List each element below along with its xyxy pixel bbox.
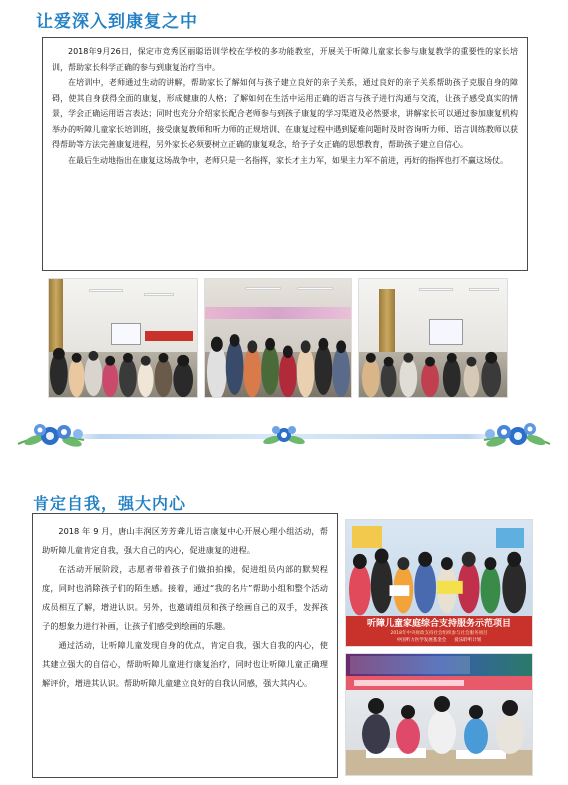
photo-banner-brand: 爱乐聆听计划 [454, 638, 482, 643]
section1-paragraph-2: 在培训中，老师通过生动的讲解，帮助家长了解如何与孩子建立良好的亲子关系，通过良好的亲子关系帮助孩子克服自身的障碍，使其自身获得全面的康复，形成健康的人格；了解如何在生活中运用正确的语言与孩子进行沟通与交流，让孩子感受真实的情景，学会正确运用语言表达；同时也充分介绍家长配合老师参与到孩子康复的学习渠道及必然要求，讲解家长可以通过参加康复机构举办的听障儿童家长培训班，接受康复教师和听力师的正规培训、在康复过程中遇到疑难问题时及时咨询听力师、语言训练教师以获得帮助等方法完善康复进程，另外家长必须要树立正确的康复观念，给予子女正确的思想教育，帮助孩子建立自信心。 [52, 78, 518, 149]
right-flower-cluster-icon [484, 423, 550, 448]
training-photo-2 [204, 278, 352, 398]
section2-title: 肯定自我，强大内心 [33, 494, 187, 513]
flower-divider [14, 418, 554, 456]
section1-article-box [42, 37, 528, 271]
group-banner-photo [345, 519, 533, 647]
photo-banner-sub: 2018年中央财政支持社会组织参与社会服务项目 [390, 631, 488, 636]
center-flower-cluster-icon [262, 426, 305, 446]
section2-paragraph-1: 2018 年 9 月，唐山丰润区芳芳聋儿语言康复中心开展心理小组活动，帮助听障儿童肯定自我，强大自己的内心，促进康复的进程。 [42, 526, 328, 555]
drawing-activity-photo [345, 653, 533, 776]
left-flower-cluster-icon [18, 424, 84, 448]
photo-banner-org: 中国听力医学发展基金会 [396, 638, 447, 643]
section1-title: 让爱深入到康复之中 [36, 12, 198, 32]
section2-paragraph-2: 在活动开展阶段，志愿者带着孩子们做拍拍操，促进组员内部的默契程度，同时也消除孩子们的陌生感。接着，通过“我的名片”帮助小组和整个活动成员相互了解，增进认识。另外，也邀请组员和孩子绘画自己的双手，发挥孩子的想象力进行补画，让孩子们感受到绘画的乐趣。 [42, 564, 328, 631]
section1-paragraph-3: 在最后生动地指出在康复这场战争中，老师只是一名指挥，家长才主力军，如果主力军不前进，再好的指挥也打不赢这场仗。 [68, 155, 508, 165]
training-photo-3 [358, 278, 508, 398]
section2-paragraph-3: 通过活动，让听障儿童发现自身的优点，肯定自我，强大自我的内心，使其建立强大的自信心，帮助听障儿童进行康复治疗，同时也让听障儿童正确理解评价，增进其认识。帮助听障儿童建立良好的自我认同感，强大其内心。 [42, 640, 328, 688]
section2-article-box [32, 513, 338, 778]
section1-paragraph-1: 2018年9月26日，保定市竞秀区丽聪语训学校在学校的多功能教室，开展关于听障儿童家长参与康复教学的重要性的家长培训，帮助家长科学正确的参与到康复治疗当中。 [52, 47, 518, 72]
photo-banner-title: 听障儿童家庭综合支持服务示范项目 [366, 619, 511, 629]
training-photo-1 [48, 278, 198, 398]
